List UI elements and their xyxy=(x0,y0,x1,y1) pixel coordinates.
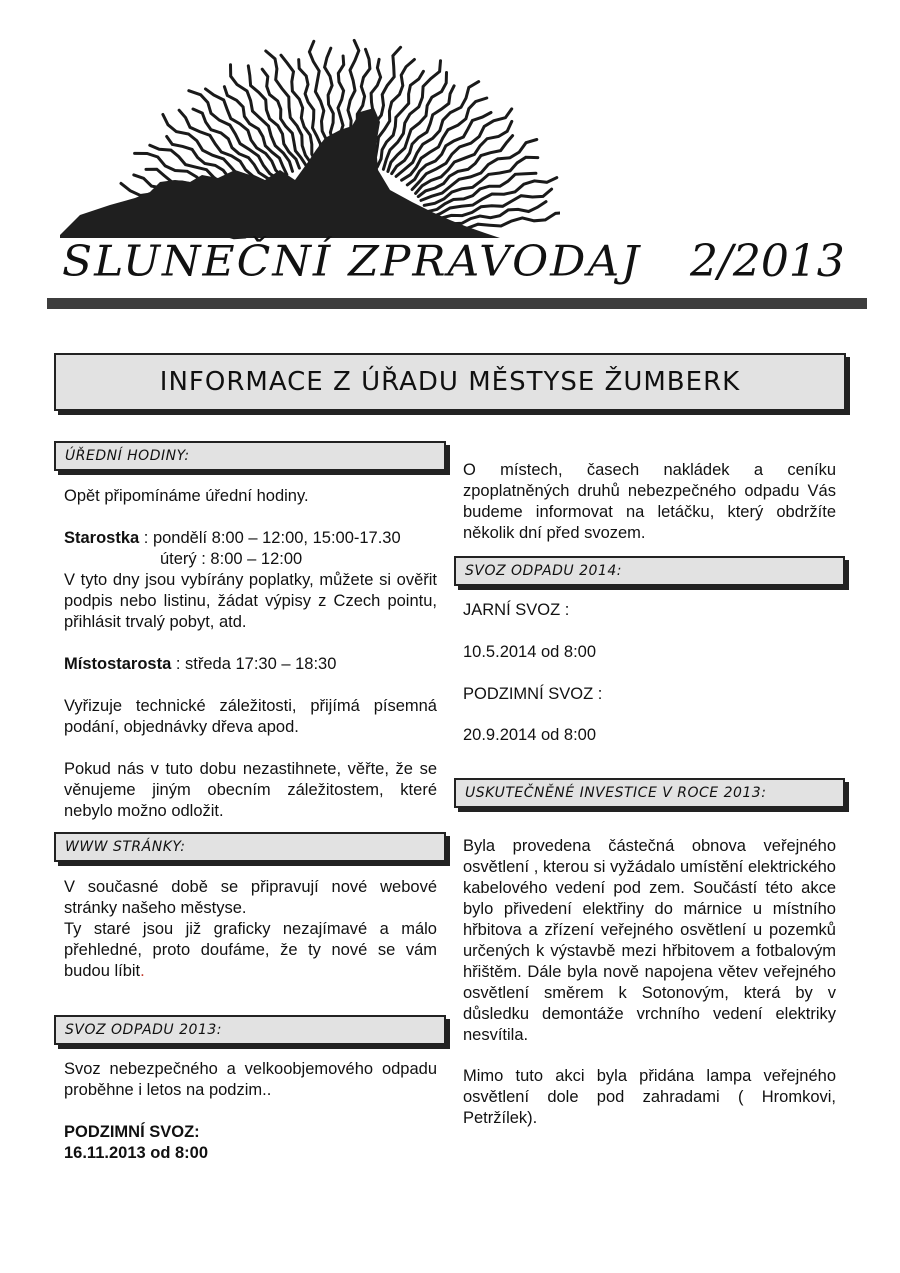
website-text-2-end: . xyxy=(140,962,145,980)
deputy-label: Místostarosta xyxy=(64,655,172,673)
waste-2013-autumn-date: 16.11.2013 od 8:00 xyxy=(64,1144,209,1162)
waste-2013-text: Svoz nebezpečného a velkoobjemového odpadu proběhne i letos na podzim.. xyxy=(64,1060,437,1099)
website-text-2 xyxy=(64,919,437,982)
main-heading: INFORMACE Z ÚŘADU MĚSTYSE ŽUMBERK xyxy=(54,353,846,411)
section-heading-waste-2013: SVOZ ODPADU 2013: xyxy=(54,1015,446,1045)
deputy-hours xyxy=(64,654,437,675)
mayor-hours xyxy=(64,528,437,549)
section-heading-waste-2014: SVOZ ODPADU 2014: xyxy=(454,556,845,586)
deputy-note: Vyřizuje technické záležitosti, přijímá písemná podání, objednávky dřeva apod. xyxy=(64,697,437,736)
waste-2013-autumn-label: PODZIMNÍ SVOZ: xyxy=(64,1123,200,1141)
autumn-date: 20.9.2014 od 8:00 xyxy=(463,726,597,744)
absence-note: Pokud nás v tuto dobu nezastihnete, věřte, že se věnujeme jiným obecním záležitostem, které nebylo možno odložit. xyxy=(64,760,437,820)
spring-label: JARNÍ SVOZ : xyxy=(463,601,570,619)
mayor-hours-line2: úterý : 8:00 – 12:00 xyxy=(160,550,303,568)
mayor-note: V tyto dny jsou vybírány poplatky, můžete si ověřit podpis nebo listinu, žádat výpisy z Czech pointu, přihlásit trvalý pobyt, atd. xyxy=(64,571,437,631)
section-heading-website: WWW STRÁNKY: xyxy=(54,832,446,862)
mayor-label: Starostka xyxy=(64,529,140,547)
sun-ray-icon xyxy=(266,51,312,164)
section-heading-investments: USKUTEČNĚNÉ INVESTICE V ROCE 2013: xyxy=(454,778,845,808)
deputy-hours-text: : středa 17:30 – 18:30 xyxy=(171,655,337,673)
investments-text-2: Mimo tuto akci byla přidána lampa veřejného osvětlení dole pod zahradami ( Hromkovi, Petržílek). xyxy=(463,1067,836,1127)
autumn-label: PODZIMNÍ SVOZ : xyxy=(463,685,603,703)
masthead-rule xyxy=(47,298,867,309)
investments-text-1: Byla provedena částečná obnova veřejného osvětlení , kterou si vyžádalo umístění elektrického kabelového vedení pod zem. Součástí této akce bylo přivedení elektřiny do márnice u místního hřbitova a zřízení veřejného osvětlení u pozemků určených k výstavbě mezi hřbitovem a fotbalovým hřištěm. Dále byla nově napojena větev veřejného osvětlení směrem k Sotonovým, která by v důsledku demontáže vrchního vedení elektriky nesvítila. xyxy=(463,837,836,1044)
sun-castle-logo xyxy=(40,30,560,245)
spring-date: 10.5.2014 od 8:00 xyxy=(463,643,597,661)
masthead-title: SLUNEČNÍ ZPRAVODAJ xyxy=(62,237,641,286)
issue-number: 2/2013 xyxy=(690,236,845,287)
waste-info-text: O místech, časech nakládek a ceníku zpoplatněných druhů nebezpečného odpadu Vás budeme informovat na letáčku, který obdržíte několik dní před svozem. xyxy=(463,461,836,542)
office-hours-intro: Opět připomínáme úřední hodiny. xyxy=(64,487,309,505)
website-text-2-body: Ty staré jsou již graficky nezajímavé a málo přehledné, proto doufáme, že ty nové se vám budou líbit xyxy=(64,920,437,980)
section-heading-office-hours: ÚŘEDNÍ HODINY: xyxy=(54,441,446,471)
mayor-hours-line1: : pondělí 8:00 – 12:00, 15:00-17.30 xyxy=(139,529,401,547)
sun-ray-icon xyxy=(416,121,512,193)
website-text-1: V současné době se připravují nové webové stránky našeho městyse. xyxy=(64,878,437,917)
